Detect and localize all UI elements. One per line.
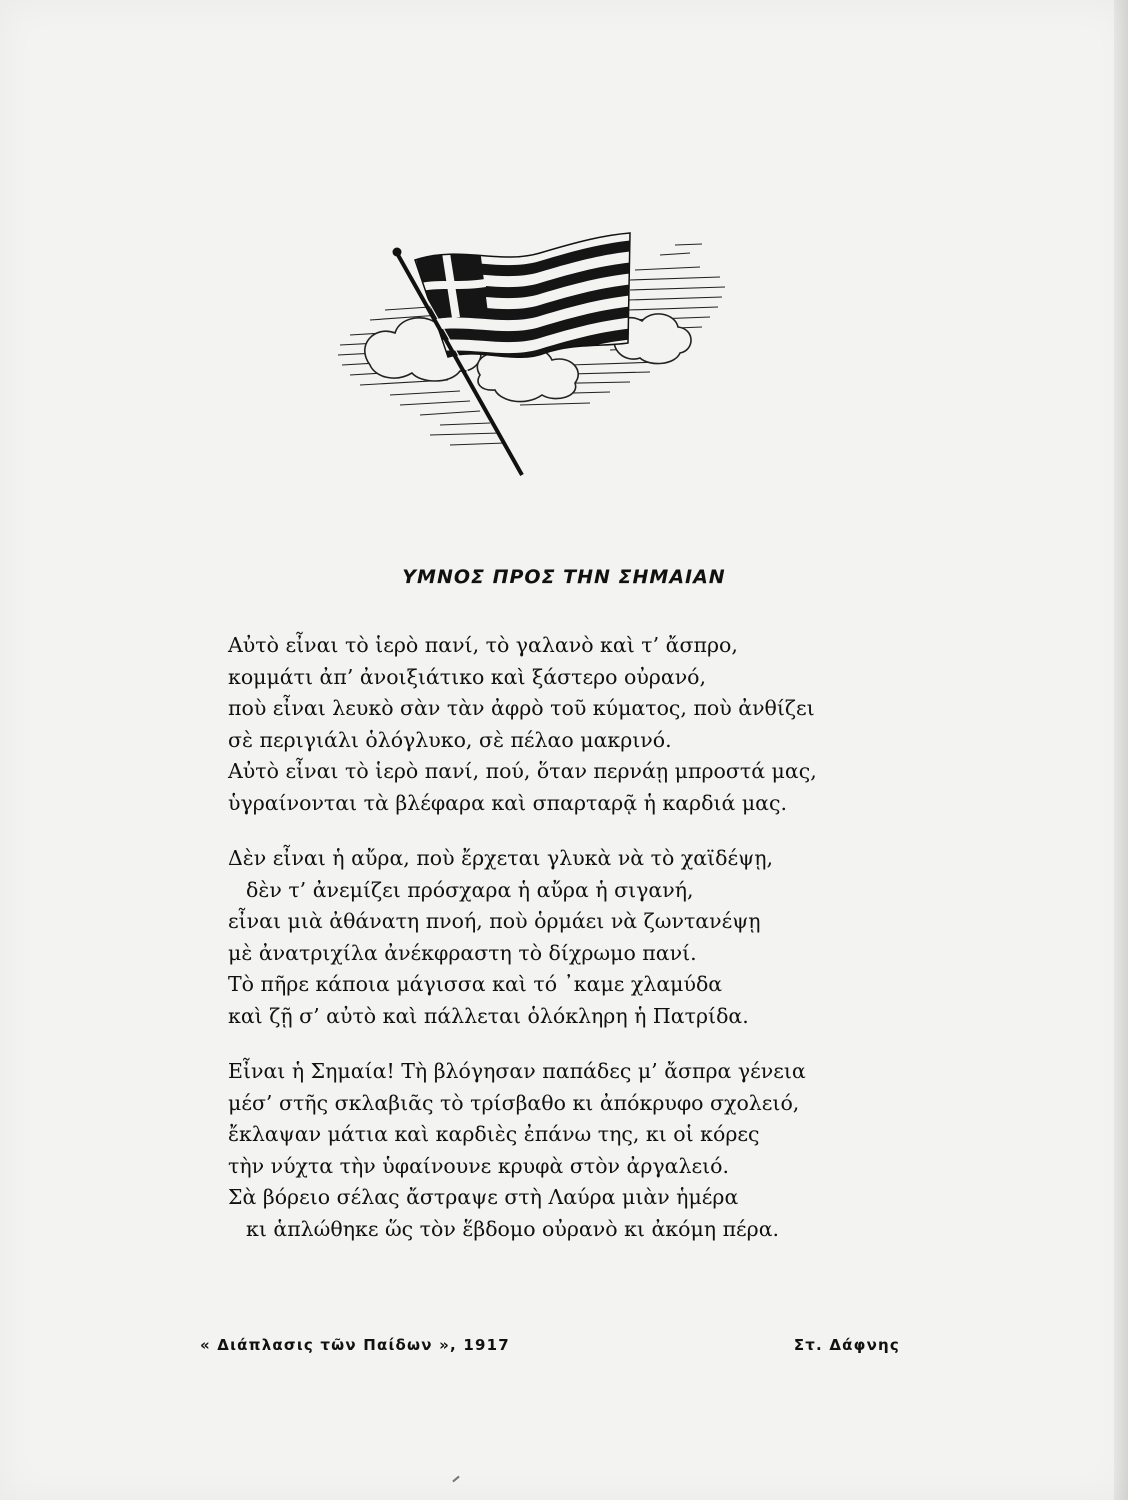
poem-line: ἔκλαψαν μάτια καὶ καρδιὲς ἐπάνω της, κι οἱ κόρες xyxy=(228,1122,760,1146)
page-edge xyxy=(1114,0,1128,1500)
poem-body xyxy=(228,630,928,1269)
poem-line: εἶναι μιὰ ἀθάνατη πνοή, ποὺ ὁρμάει νὰ ζωντανέψῃ xyxy=(228,909,761,933)
stanza xyxy=(228,630,928,819)
page-mark xyxy=(452,1476,459,1483)
author-signature: Στ. Δάφνης xyxy=(793,1336,900,1354)
poem-line: Εἶναι ἡ Σημαία! Τὴ βλόγησαν παπάδες μ’ ἄσπρα γένεια xyxy=(228,1059,806,1083)
poem-line: κι ἁπλώθηκε ὥς τὸν ἕβδομο οὐρανὸ κι ἀκόμη πέρα. xyxy=(246,1216,780,1241)
stanza xyxy=(228,843,928,1032)
poem-title: ΥΜΝΟΣ ΠΡΟΣ ΤΗΝ ΣΗΜΑΙΑΝ xyxy=(402,566,726,588)
poem-line: μέσ’ στῆς σκλαβιᾶς τὸ τρίσβαθο κι ἀπόκρυφο σχολειό, xyxy=(228,1090,800,1115)
stanza xyxy=(228,1056,928,1245)
poem-line: καὶ ζῇ σ’ αὐτὸ καὶ πάλλεται ὁλόκληρη ἡ Πατρίδα. xyxy=(228,1003,749,1028)
poem-line: Σὰ βόρειο σέλας ἄστραψε στὴ Λαύρα μιὰν ἡμέρα xyxy=(228,1185,739,1209)
poem-line: Τὸ πῆρε κάποια μάγισσα καὶ τό ᾽καμε χλαμύδα xyxy=(228,972,723,996)
poem-line: Δὲν εἶναι ἡ αὔρα, ποὺ ἔρχεται γλυκὰ νὰ τὸ χαϊδέψῃ, xyxy=(228,846,774,870)
poem-line: κομμάτι ἀπ’ ἀνοιξιάτικο καὶ ξάστερο οὐρανό, xyxy=(228,664,707,689)
poem-line: μὲ ἀνατριχίλα ἀνέκφραστη τὸ δίχρωμο πανί. xyxy=(228,940,697,965)
poem-line: σὲ περιγιάλι ὁλόγλυκο, σὲ πέλαο μακρινό. xyxy=(228,727,672,752)
source-citation: « Διάπλασις τῶν Παίδων », 1917 xyxy=(200,1336,510,1354)
greek-flag-icon xyxy=(330,225,740,480)
poem-line: δὲν τ’ ἀνεμίζει πρόσχαρα ἡ αὔρα ἡ σιγανή, xyxy=(246,877,694,902)
poem-line: ποὺ εἶναι λευκὸ σὰν τὰν ἀφρὸ τοῦ κύματος, ποὺ ἀνθίζει xyxy=(228,696,815,720)
poem-line: Αὐτὸ εἶναι τὸ ἱερὸ πανί, πού, ὅταν περνάῃ μπροστά μας, xyxy=(228,759,817,783)
poem-line: ὑγραίνονται τὰ βλέφαρα καὶ σπαρταρᾷ ἡ καρδιά μας. xyxy=(228,790,788,815)
poem-line: Αὐτὸ εἶναι τὸ ἱερὸ πανί, τὸ γαλανὸ καὶ τ’ ἄσπρο, xyxy=(228,633,738,657)
poem-line: τὴν νύχτα τὴν ὑφαίνουνε κρυφὰ στὸν ἀργαλειό. xyxy=(228,1153,730,1178)
